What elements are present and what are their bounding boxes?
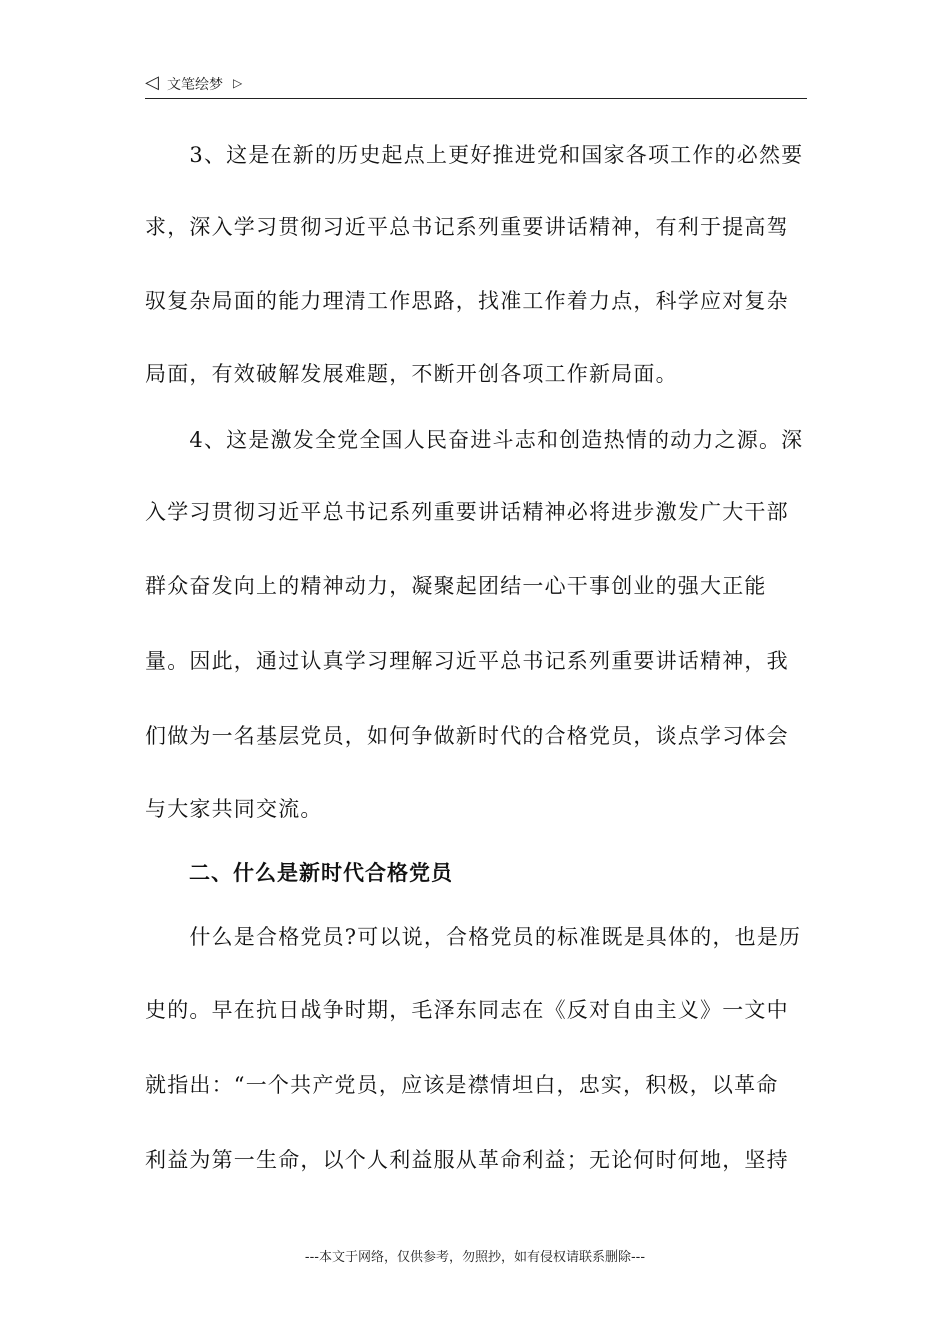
text-line: 求，深入学习贯彻习近平总书记系列重要讲话精神，有利于提高驾 [145,215,789,239]
text-line: 4、这是激发全党全国人民奋进斗志和创造热情的动力之源。深 [145,428,804,452]
brand-name: 文笔绘梦 [167,77,223,93]
text-line: 与大家共同交流。 [145,797,323,821]
text-line: 3、这是在新的历史起点上更好推进党和国家各项工作的必然要 [145,143,804,167]
page-footer: ---本文于网络，仅供参考，勿照抄，如有侵权请联系删除--- [304,1250,646,1265]
text-line: 入学习贯彻习近平总书记系列重要讲话精神必将进步激发广大干部 [145,500,789,524]
text-line: 驭复杂局面的能力理清工作思路，找准工作着力点，科学应对复杂 [145,289,789,313]
text-line: 局面，有效破解发展难题，不断开创各项工作新局面。 [145,362,678,386]
text-line: 利益为第一生命，以个人利益服从革命利益；无论何时何地，坚持 [145,1148,789,1172]
section-heading: 二、什么是新时代合格党员 [145,861,453,885]
triangle-left-icon: ◁ [145,72,159,93]
text-line: 什么是合格党员?可以说，合格党员的标准既是具体的，也是历 [145,925,802,949]
triangle-right-icon: ▷ [233,76,243,90]
text-line: 们做为一名基层党员，如何争做新时代的合格党员，谈点学习体会 [145,724,789,748]
text-line: 量。因此，通过认真学习理解习近平总书记系列重要讲话精神，我 [145,649,789,673]
text-line: 史的。早在抗日战争时期，毛泽东同志在《反对自由主义》一文中 [145,998,789,1022]
page-header [145,72,807,99]
text-line: 就指出：“一个共产党员，应该是襟情坦白，忠实，积极，以革命 [145,1073,779,1097]
text-line: 群众奋发向上的精神动力，凝聚起团结一心干事创业的强大正能 [145,574,767,598]
